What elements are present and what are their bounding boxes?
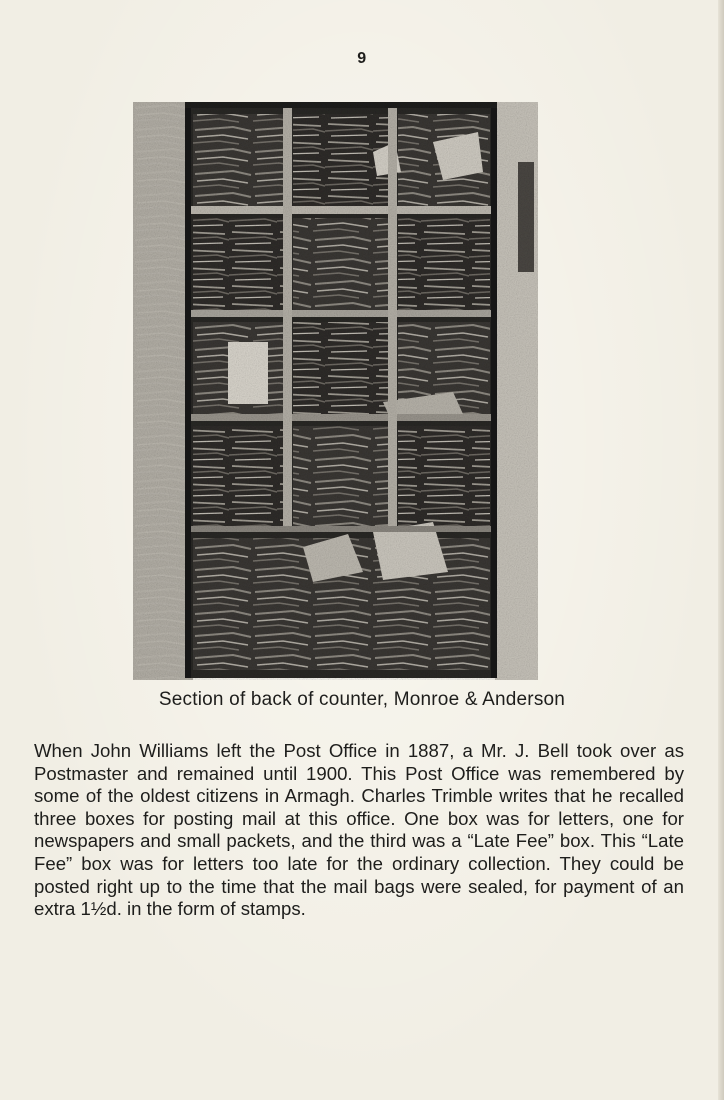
photo-caption: Section of back of counter, Monroe & Anderson bbox=[158, 689, 566, 710]
cabinet-photo-image bbox=[133, 102, 538, 680]
page-number: 9 bbox=[357, 50, 367, 67]
page-edge-shadow bbox=[718, 0, 724, 1100]
body-paragraph: When John Williams left the Post Office in 1887, a Mr. J. Bell took over as Postmaster and remained until 1900. This Post Office was remembered by some of the oldest citizens in Armagh. Charles Trimble writes that he recalled three boxes for posting mail at this office. One box was for letters, one for newspapers and small packets, and the third was a “Late Fee” box. This “Late Fee” box was for letters too late for the ordinary collection. They could be posted right up to the time that the mail bags were sealed, for payment of an extra 1½d. in the form of stamps. bbox=[34, 740, 684, 920]
body-text bbox=[34, 740, 684, 921]
photo-mail-sorting-cabinet bbox=[133, 102, 538, 680]
